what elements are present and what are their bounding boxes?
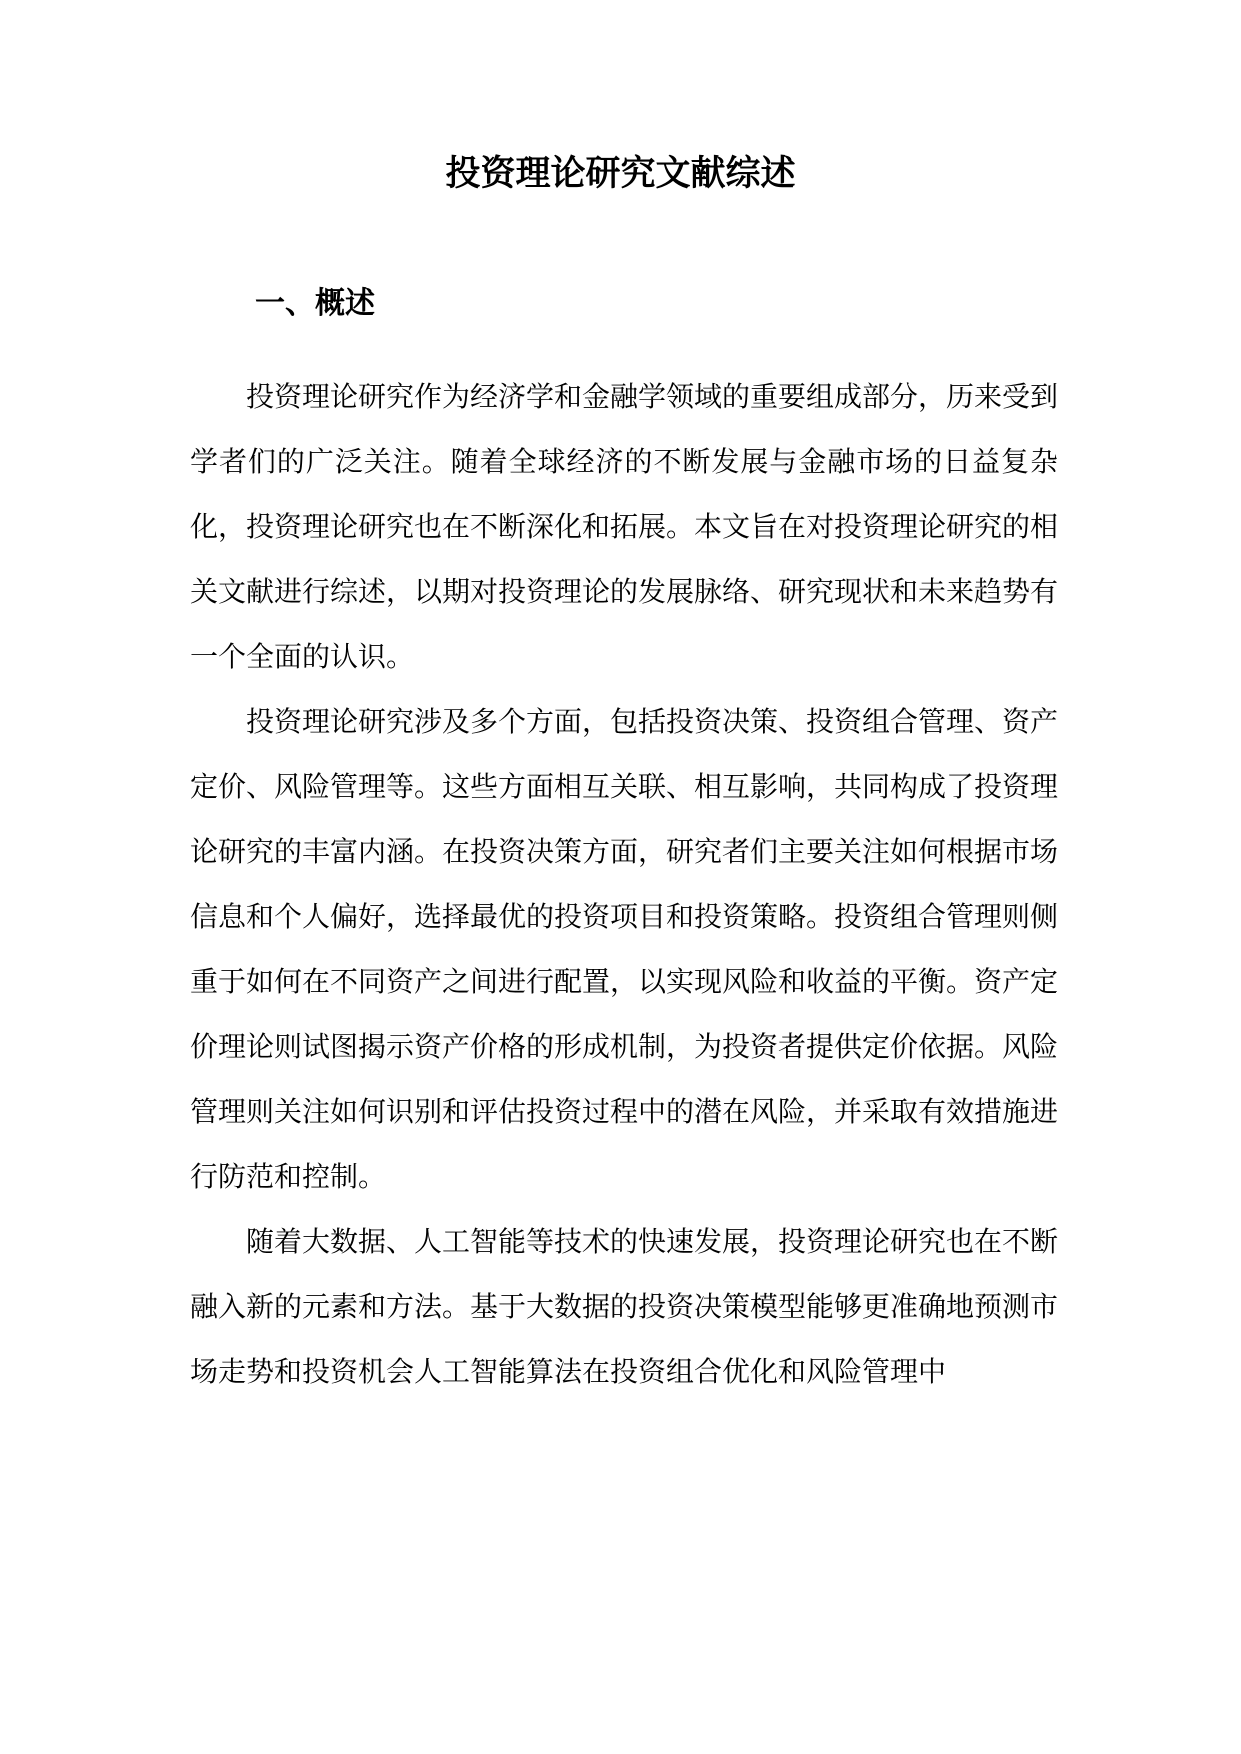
paragraph-3: 随着大数据、人工智能等技术的快速发展，投资理论研究也在不断融入新的元素和方法。基于大数据的投资决策模型能够更准确地预测市场走势和投资机会人工智能算法在投资组合优化和风险管理中 [190, 1225, 1059, 1388]
paragraph-2: 投资理论研究涉及多个方面，包括投资决策、投资组合管理、资产定价、风险管理等。这些方面相互关联、相互影响，共同构成了投资理论研究的丰富内涵。在投资决策方面，研究者们主要关注如何根据市场信息和个人偏好，选择最优的投资项目和投资策略。投资组合管理则侧重于如何在不同资产之间进行配置，以实现风险和收益的平衡。资产定价理论则试图揭示资产价格的形成机制，为投资者提供定价依据。风险管理则关注如何识别和评估投资过程中的潜在风险，并采取有效措施进行防范和控制。 [190, 705, 1059, 1193]
document-title: 投资理论研究文献综述 [445, 154, 796, 194]
section-heading-overview: 一、概述 [255, 286, 375, 321]
paragraph-1: 投资理论研究作为经济学和金融学领域的重要组成部分，历来受到学者们的广泛关注。随着全球经济的不断发展与金融市场的日益复杂化，投资理论研究也在不断深化和拓展。本文旨在对投资理论研究的相关文献进行综述，以期对投资理论的发展脉络、研究现状和未来趋势有一个全面的认识。 [190, 380, 1059, 673]
body-text [190, 364, 1058, 1404]
